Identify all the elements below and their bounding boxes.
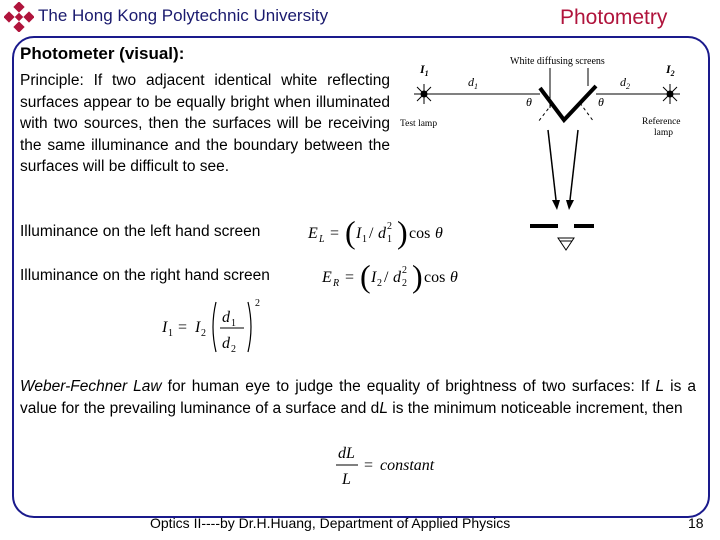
equation-weber [336,440,476,490]
left-screen-label: Illuminance on the left hand screen [20,223,261,240]
svg-text:cos: cos [424,269,446,286]
slide-heading: Photometer (visual): [20,44,185,63]
right-screen-label: Illuminance on the right hand screen [20,267,270,284]
svg-text:/: / [384,269,389,286]
svg-text:I: I [162,319,168,336]
d2-label: $d_2$ [620,75,630,91]
svg-text:1: 1 [387,234,392,245]
svg-text:2: 2 [402,265,407,276]
principle-text: Principle: If two adjacent identical white reflecting surfaces appear to be equally bright when illuminated with two sources, then the surfaces will be receiving the same illuminance and the boundary between the surfaces will be difficult to see. [20,72,390,175]
svg-text:2: 2 [201,328,206,339]
svg-text:=: = [345,269,355,286]
svg-text:d: d [393,269,401,286]
svg-text:dL: dL [338,445,355,462]
svg-text:I: I [356,225,362,242]
svg-text:E: E [322,269,332,286]
reference-lamp-label-2: lamp [654,128,673,138]
university-logo [4,2,34,32]
svg-text:=: = [178,319,188,336]
svg-text:/: / [369,225,374,242]
screens-label: White diffusing screens [510,56,605,67]
reference-lamp-icon [660,84,680,104]
svg-text:d: d [222,335,230,352]
weber-fechner-text: Weber-Fechner Law for human eye to judge the equality of brightness of two surfaces: If L is a value for the prevailing luminance of a surface and dL is the minimum noticeable increment, then [20,378,696,417]
diffusing-screens [540,86,596,120]
slide-topic: Photometry [560,6,668,29]
i1-label: $I_1$ [420,62,429,78]
svg-text:1: 1 [168,328,173,339]
svg-text:): ) [397,214,408,250]
svg-text:L: L [319,234,325,245]
weber-term: Weber-Fechner Law [20,378,162,395]
svg-text:θ: θ [435,225,443,242]
theta-right: θ [598,95,604,109]
reference-lamp-label-1: Reference [642,117,681,127]
svg-text:=: = [330,225,340,242]
university-title: The Hong Kong Polytechnic University [38,6,329,25]
svg-text:L: L [342,471,351,488]
svg-text:1: 1 [231,318,236,329]
theta-left: θ [526,95,532,109]
equation-left [306,210,466,254]
svg-text:2: 2 [402,278,407,289]
svg-text:E: E [308,225,318,242]
svg-text:constant: constant [380,457,435,474]
svg-text:(: ( [360,258,371,294]
svg-text:(: ( [345,214,356,250]
svg-text:=: = [364,457,374,474]
svg-text:1: 1 [362,234,367,245]
svg-text:d: d [222,309,230,326]
svg-text:2: 2 [255,298,260,309]
i2-label: $I_2$ [666,62,675,78]
d1-label: $d_1$ [468,75,478,91]
test-lamp-icon [414,84,434,104]
svg-text:R: R [333,278,340,289]
test-lamp-label: Test lamp [400,119,438,129]
svg-text:2: 2 [387,221,392,232]
svg-text:d: d [378,225,386,242]
svg-text:cos: cos [409,225,431,242]
svg-text:2: 2 [377,278,382,289]
svg-text:2: 2 [231,344,236,355]
equation-ratio [160,294,280,360]
footer-credit: Optics II----by Dr.H.Huang, Department of Applied Physics [150,515,511,531]
svg-text:I: I [371,269,377,286]
page-number: 18 [688,515,704,531]
svg-text:I: I [195,319,201,336]
svg-text:θ: θ [450,269,458,286]
equation-right [320,254,480,298]
svg-text:): ) [412,258,423,294]
eye-icon [558,238,574,250]
